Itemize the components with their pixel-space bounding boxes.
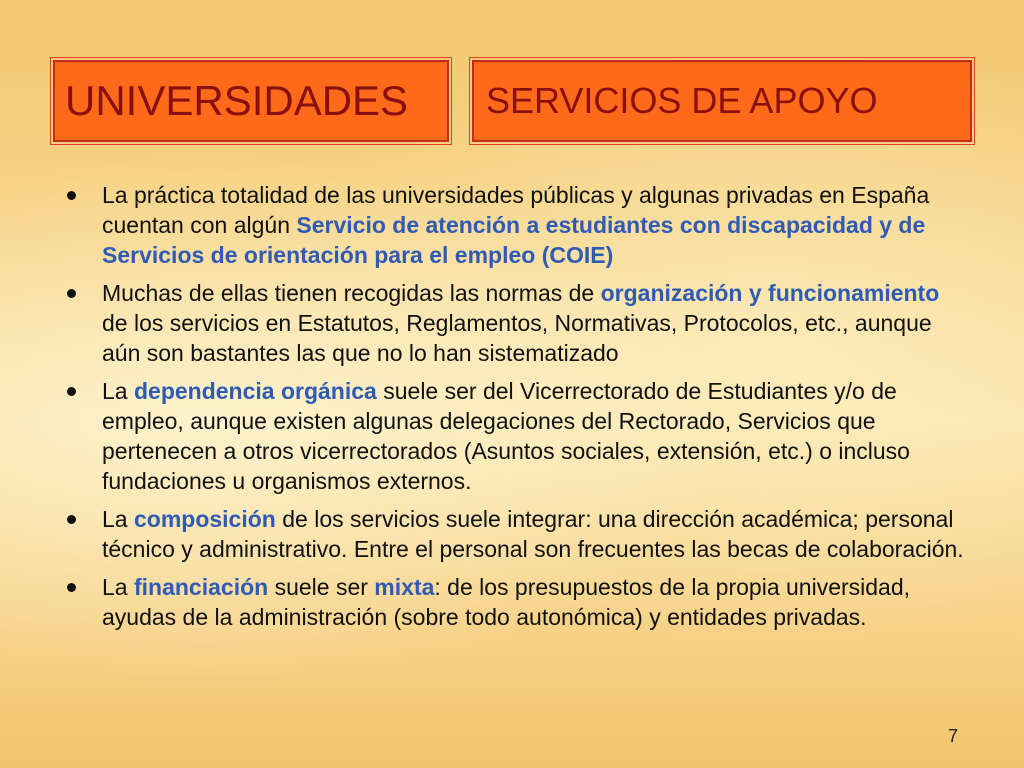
title-universidades: UNIVERSIDADES — [65, 77, 409, 124]
bullet-item-financiacion — [58, 572, 968, 632]
bullet-dot-icon — [67, 387, 76, 396]
bullet-highlight: organización y funcionamiento — [600, 280, 940, 306]
bullet-text-part: suele ser del Vicerrectorado de Estudiantes y/o de empleo, aunque existen algunas delegaciones del Rectorado, Servicios que pertenecen a otros vicerrectorados (Asuntos sociales, extensión, etc.) o incluso fundaciones u organismos externos. — [102, 378, 910, 494]
bullet-text-part: La — [102, 574, 134, 600]
bullet-dot-icon — [67, 289, 76, 298]
bullet-text-part: Muchas de ellas tienen recogidas las normas de — [102, 280, 601, 306]
bullet-highlight: Servicio de atención a estudiantes con discapacidad y de Servicios de orientación para el empleo (COIE) — [102, 212, 926, 268]
bullet-text-part: de los servicios en Estatutos, Reglamentos, Normativas, Protocolos, etc., aunque aún son bastantes las que no lo han sistematizado — [102, 310, 932, 366]
title-servicios-de-apoyo: SERVICIOS DE APOYO — [486, 80, 878, 121]
bullet-text-part: suele ser — [268, 574, 375, 600]
title-box-servicios-de-apoyo — [472, 60, 972, 142]
bullet-item-servicios — [58, 180, 968, 270]
page-number: 7 — [948, 726, 959, 746]
bullet-dot-icon — [67, 515, 76, 524]
bullet-text-part: de los servicios suele integrar: una dirección académica; personal técnico y administrativo. Entre el personal son frecuentes las becas de colaboración. — [102, 506, 964, 562]
bullet-text-part: : de los presupuestos de la propia universidad, ayudas de la administración (sobre todo autonómica) y entidades privadas. — [102, 574, 911, 630]
bullet-highlight: dependencia orgánica — [133, 378, 377, 404]
bullet-text-part: La — [102, 378, 134, 404]
bullet-highlight: mixta — [374, 574, 435, 600]
bullet-text-part: La práctica totalidad de las universidades públicas y algunas privadas en España cuentan con algún — [102, 182, 930, 238]
bullet-item-normas — [58, 278, 968, 368]
bullet-list — [58, 180, 968, 640]
bullet-dot-icon — [67, 191, 76, 200]
bullet-text-part: La — [102, 506, 134, 532]
title-box-universidades — [53, 60, 449, 142]
bullet-dot-icon — [67, 583, 76, 592]
bullet-highlight: financiación — [133, 574, 269, 600]
bullet-item-dependencia — [58, 376, 968, 496]
bullet-item-composicion — [58, 504, 968, 564]
bullet-highlight: composición — [133, 506, 276, 532]
